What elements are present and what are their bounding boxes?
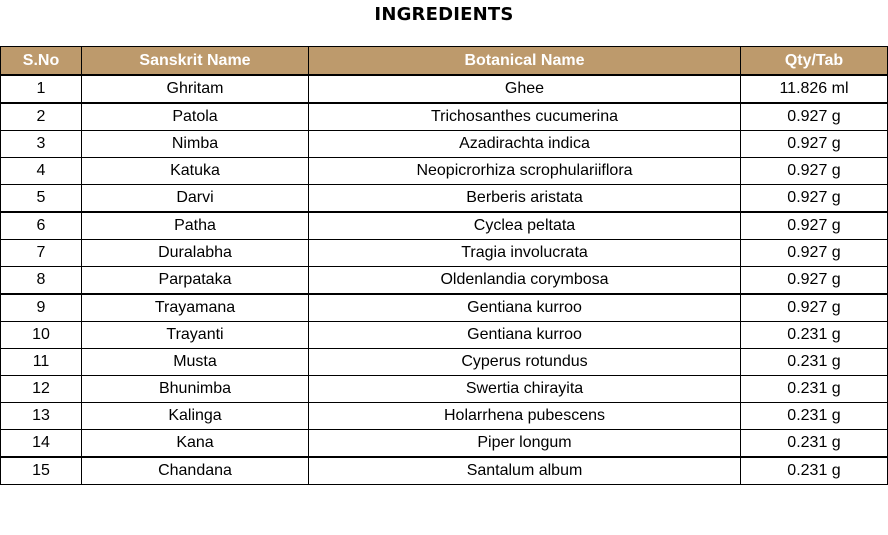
cell-botanical-name: Piper longum xyxy=(309,430,741,458)
header-botanical-name: Botanical Name xyxy=(309,47,741,76)
ingredients-table xyxy=(0,46,888,485)
cell-sanskrit-name: Bhunimba xyxy=(82,376,309,403)
cell-botanical-name: Cyclea peltata xyxy=(309,212,741,240)
header-sanskrit-name: Sanskrit Name xyxy=(82,47,309,76)
cell-sno: 6 xyxy=(1,212,82,240)
cell-qty: 0.927 g xyxy=(741,185,888,213)
cell-botanical-name: Berberis aristata xyxy=(309,185,741,213)
table-row xyxy=(1,376,888,403)
cell-botanical-name: Gentiana kurroo xyxy=(309,322,741,349)
table-row xyxy=(1,294,888,322)
cell-qty: 0.927 g xyxy=(741,103,888,131)
table-row xyxy=(1,457,888,485)
cell-sanskrit-name: Duralabha xyxy=(82,240,309,267)
cell-qty: 0.927 g xyxy=(741,240,888,267)
cell-sno: 8 xyxy=(1,267,82,295)
table-row xyxy=(1,267,888,295)
cell-qty: 11.826 ml xyxy=(741,75,888,103)
cell-qty: 0.927 g xyxy=(741,294,888,322)
cell-botanical-name: Trichosanthes cucumerina xyxy=(309,103,741,131)
cell-sanskrit-name: Musta xyxy=(82,349,309,376)
cell-sno: 5 xyxy=(1,185,82,213)
table-row xyxy=(1,240,888,267)
header-row xyxy=(1,47,888,76)
table-body xyxy=(1,75,888,485)
cell-sno: 15 xyxy=(1,457,82,485)
cell-sno: 9 xyxy=(1,294,82,322)
cell-qty: 0.231 g xyxy=(741,376,888,403)
cell-qty: 0.927 g xyxy=(741,212,888,240)
cell-sanskrit-name: Parpataka xyxy=(82,267,309,295)
cell-sno: 7 xyxy=(1,240,82,267)
cell-botanical-name: Holarrhena pubescens xyxy=(309,403,741,430)
cell-sanskrit-name: Chandana xyxy=(82,457,309,485)
table-row xyxy=(1,322,888,349)
cell-qty: 0.927 g xyxy=(741,158,888,185)
cell-sno: 12 xyxy=(1,376,82,403)
cell-qty: 0.231 g xyxy=(741,403,888,430)
cell-botanical-name: Neopicrorhiza scrophulariiflora xyxy=(309,158,741,185)
cell-botanical-name: Gentiana kurroo xyxy=(309,294,741,322)
cell-sno: 13 xyxy=(1,403,82,430)
cell-sanskrit-name: Trayamana xyxy=(82,294,309,322)
cell-botanical-name: Tragia involucrata xyxy=(309,240,741,267)
cell-sanskrit-name: Katuka xyxy=(82,158,309,185)
cell-qty: 0.927 g xyxy=(741,267,888,295)
cell-sanskrit-name: Trayanti xyxy=(82,322,309,349)
cell-botanical-name: Santalum album xyxy=(309,457,741,485)
table-row xyxy=(1,185,888,213)
table-row xyxy=(1,430,888,458)
table-row xyxy=(1,103,888,131)
table-row xyxy=(1,349,888,376)
header-qty-per-tab: Qty/Tab xyxy=(741,47,888,76)
cell-sanskrit-name: Kalinga xyxy=(82,403,309,430)
table-row xyxy=(1,403,888,430)
table-row xyxy=(1,131,888,158)
cell-sanskrit-name: Patola xyxy=(82,103,309,131)
cell-sno: 14 xyxy=(1,430,82,458)
cell-sanskrit-name: Nimba xyxy=(82,131,309,158)
cell-qty: 0.231 g xyxy=(741,349,888,376)
cell-qty: 0.231 g xyxy=(741,430,888,458)
cell-botanical-name: Cyperus rotundus xyxy=(309,349,741,376)
cell-qty: 0.927 g xyxy=(741,131,888,158)
cell-botanical-name: Azadirachta indica xyxy=(309,131,741,158)
cell-qty: 0.231 g xyxy=(741,322,888,349)
page-title: INGREDIENTS xyxy=(374,4,514,25)
cell-botanical-name: Swertia chirayita xyxy=(309,376,741,403)
cell-sanskrit-name: Darvi xyxy=(82,185,309,213)
cell-sno: 4 xyxy=(1,158,82,185)
table-row xyxy=(1,75,888,103)
cell-sanskrit-name: Kana xyxy=(82,430,309,458)
cell-sno: 11 xyxy=(1,349,82,376)
cell-sno: 10 xyxy=(1,322,82,349)
table-row xyxy=(1,212,888,240)
cell-qty: 0.231 g xyxy=(741,457,888,485)
header-sno: S.No xyxy=(1,47,82,76)
cell-botanical-name: Ghee xyxy=(309,75,741,103)
cell-botanical-name: Oldenlandia corymbosa xyxy=(309,267,741,295)
cell-sno: 2 xyxy=(1,103,82,131)
cell-sanskrit-name: Ghritam xyxy=(82,75,309,103)
cell-sno: 3 xyxy=(1,131,82,158)
table-header xyxy=(1,47,888,76)
cell-sanskrit-name: Patha xyxy=(82,212,309,240)
table-row xyxy=(1,158,888,185)
cell-sno: 1 xyxy=(1,75,82,103)
